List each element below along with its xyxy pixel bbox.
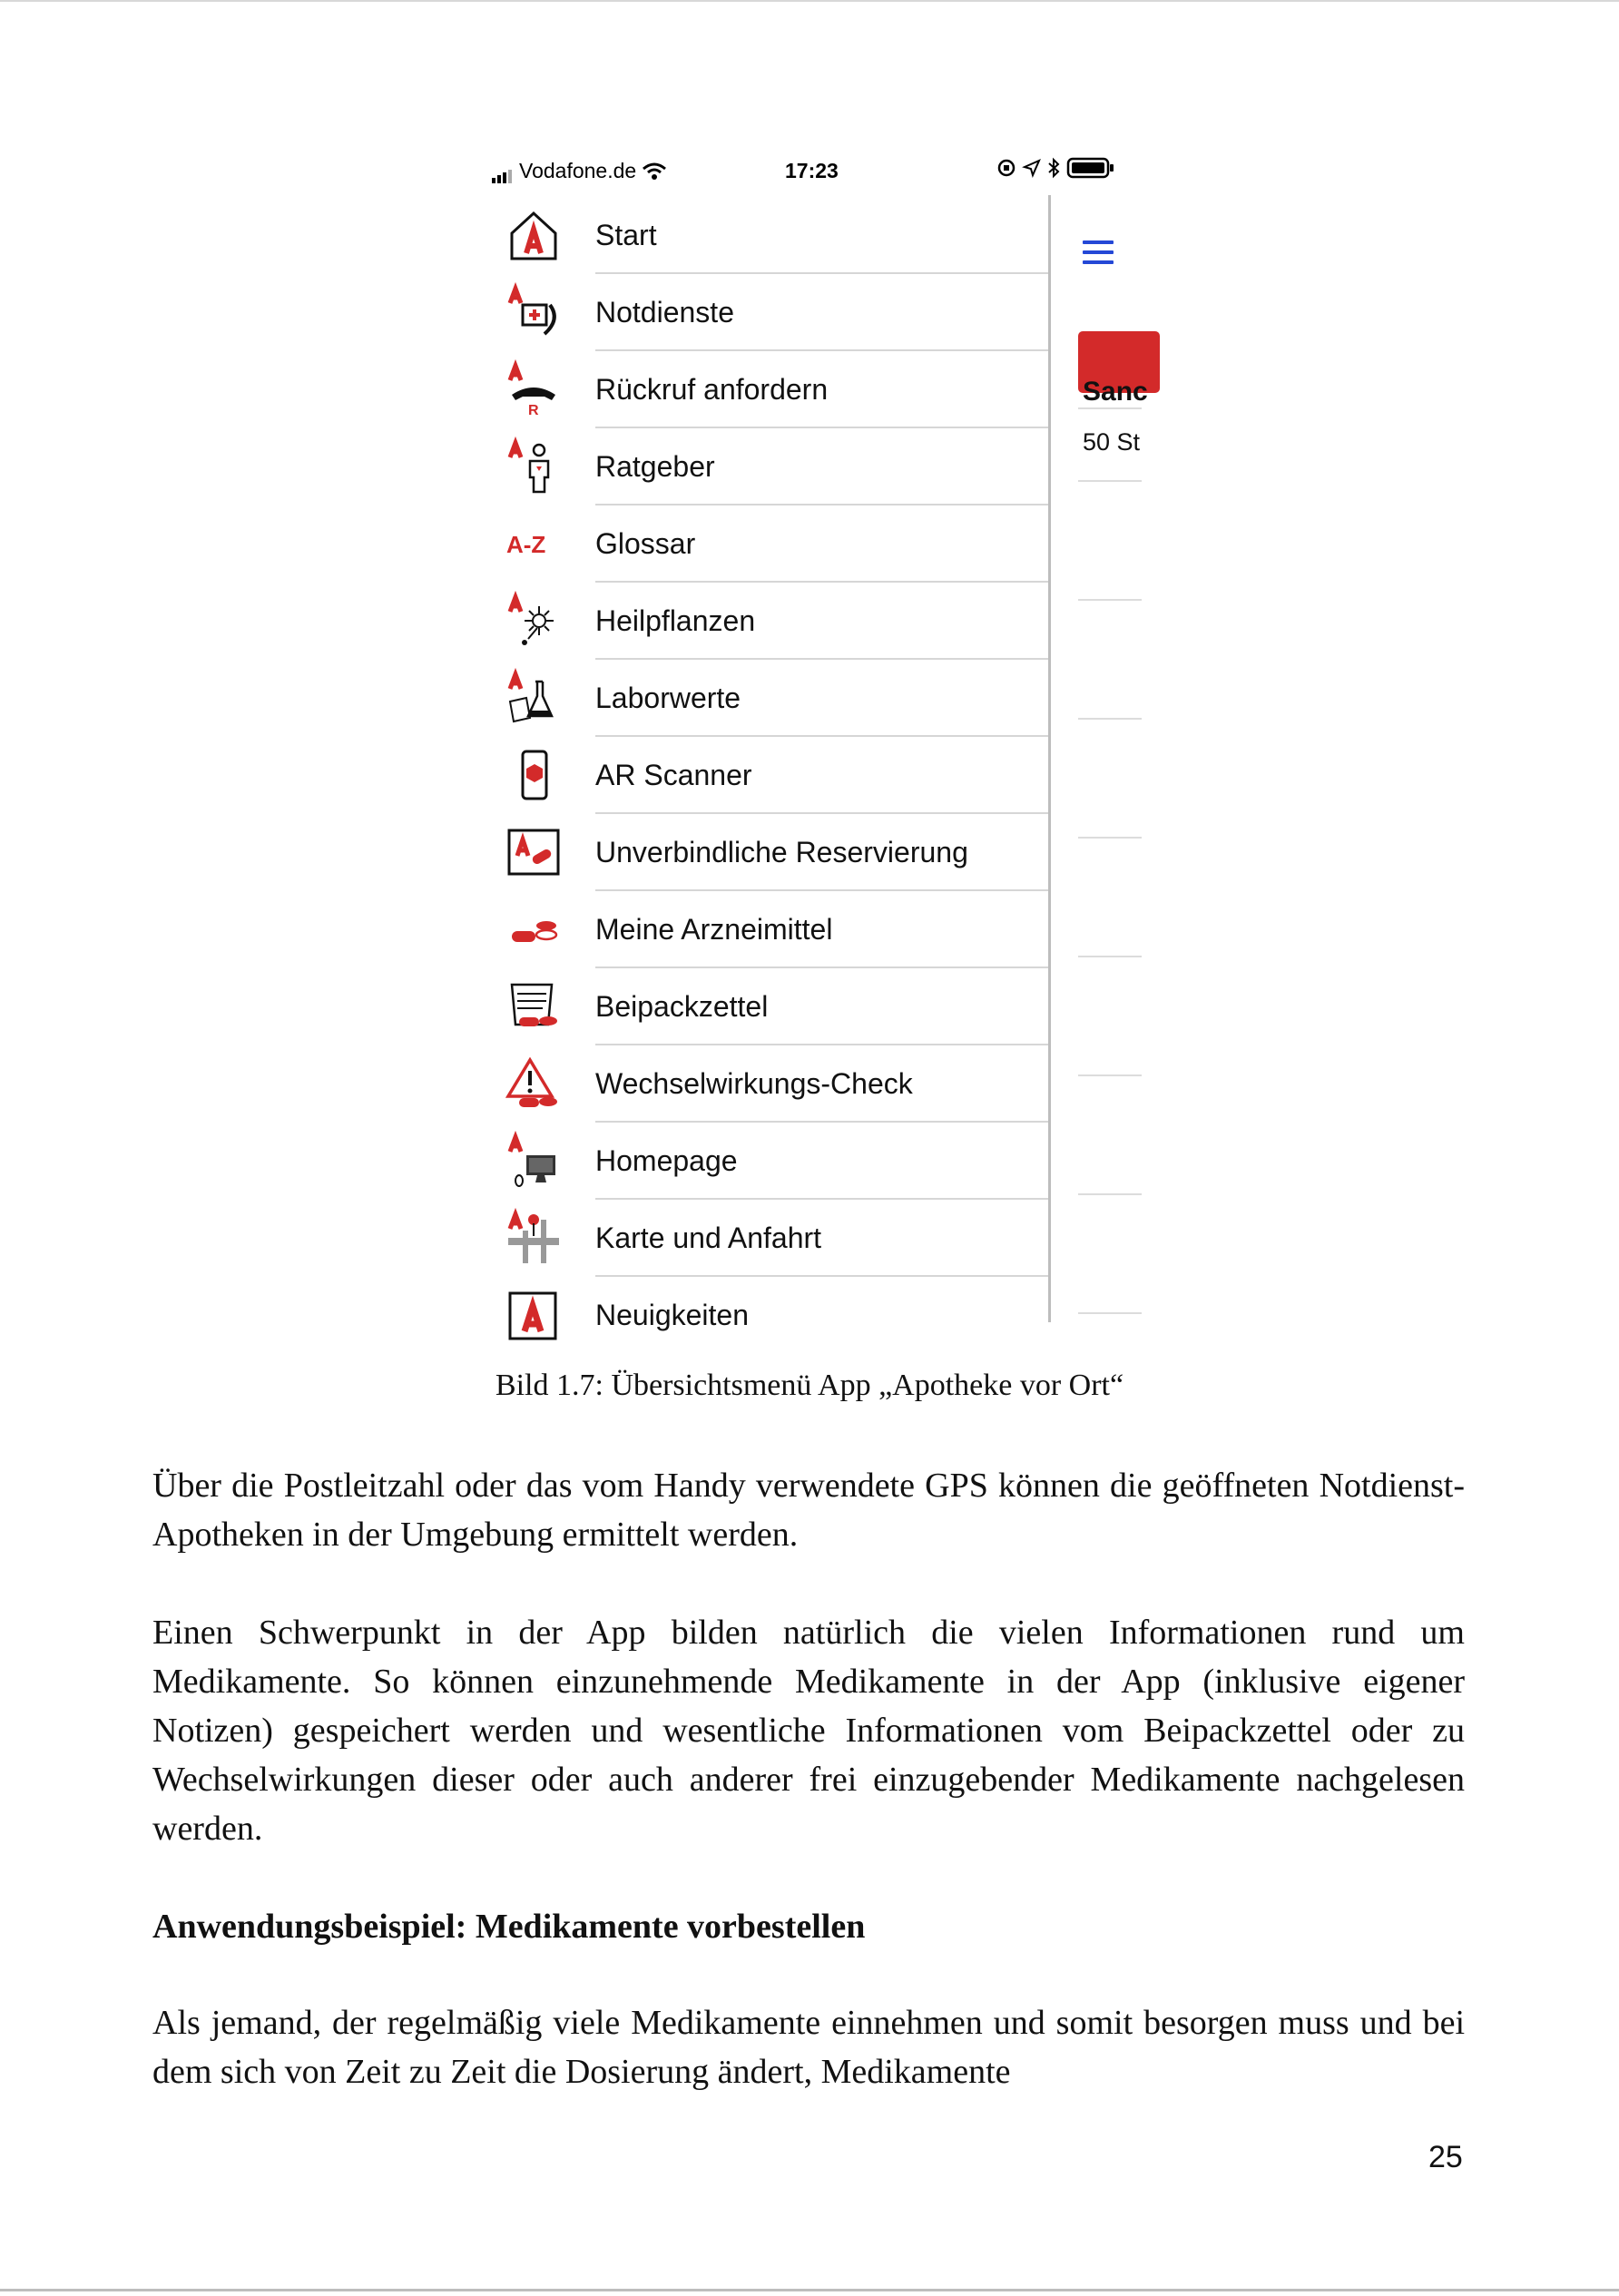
page-top-border [0,0,1619,2]
bluetooth-icon [1047,158,1060,178]
paragraph: Einen Schwerpunkt in der App bilden natürlich die vielen Informationen rund um Medikamente. So können einzunehmende Medikamente in der App (inklusive eigener Notizen) gespeichert werden und wesentliche Informationen vom Beipackzettel oder zu Wechselwirkungen dieser oder auch anderer frei einzugebender Medikamente nachgelesen werden. [152,1614,1465,1848]
package-leaflet-icon [506,979,561,1034]
svg-text:A-Z: A-Z [506,531,546,558]
menu-item-start[interactable] [481,197,1048,274]
callback-phone-icon [506,362,561,417]
page-bottom-border [0,2289,1619,2291]
rotation-lock-icon [996,158,1016,178]
menu-label: Beipackzettel [595,990,769,1023]
menu-item-beipackzettel[interactable] [481,968,1048,1045]
wifi-icon [642,162,667,181]
panel-divider [1078,956,1142,957]
menu-label: Meine Arzneimittel [595,913,833,946]
menu-label: Unverbindliche Reservierung [595,836,968,868]
location-icon [1024,160,1040,176]
panel-divider [1078,718,1142,720]
menu-item-reservierung[interactable] [481,814,1048,891]
menu-label: AR Scanner [595,759,752,791]
lab-flask-icon [506,671,561,725]
ar-scanner-phone-icon [506,748,561,802]
panel-divider [1078,480,1142,482]
menu-item-glossar[interactable] [481,505,1048,583]
menu-label: Rückruf anfordern [595,373,829,406]
figure-caption: Bild 1.7: Übersichtsmenü App „Apotheke vor Ort“ [495,1369,1124,1402]
menu-label: Wechselwirkungs-Check [595,1067,913,1100]
paragraph: Über die Postleitzahl oder das vom Handy verwendete GPS können die geöffneten Notdienst-Apotheken in der Umgebung ermittelt werden. [152,1467,1465,1554]
menu-item-wechselwirkungs-check[interactable] [481,1045,1048,1123]
menu-item-heilpflanzen[interactable] [481,583,1048,660]
panel-divider [1078,837,1142,839]
panel-divider [1078,1193,1142,1195]
menu-label: Neuigkeiten [595,1299,749,1331]
menu-label: Heilpflanzen [595,604,756,637]
news-pharmacy-icon [506,1288,561,1342]
emergency-phone-icon [506,285,561,339]
paragraph: Als jemand, der regelmäßig viele Medikamente einnehmen und somit besorgen muss und bei dem sich von Zeit zu Zeit die Dosierung ändert, Medikamente [152,2004,1465,2091]
hamburger-menu-icon[interactable] [1083,240,1114,270]
advisor-person-icon [506,439,561,494]
panel-divider [1078,1074,1142,1076]
menu-label: Ratgeber [595,450,715,483]
menu-item-notdienste[interactable] [481,274,1048,351]
battery-icon [1067,157,1114,179]
menu-label: Homepage [595,1144,738,1177]
carrier-label: Vodafone.de [519,159,637,182]
pharmacy-house-icon [506,208,561,262]
menu-item-neuigkeiten[interactable] [481,1277,1048,1354]
signal-icon [492,159,514,183]
panel-divider [1078,407,1142,409]
panel-item-subtitle: 50 St [1083,428,1141,456]
svg-text:R: R [528,403,539,418]
panel-divider [1078,1312,1142,1314]
status-time: 17:23 [785,159,839,182]
menu-label: Start [595,219,657,251]
menu-item-karte[interactable] [481,1200,1048,1277]
reservation-prescription-icon [506,825,561,879]
phone-screenshot [481,150,1148,1331]
map-pin-road-icon [506,1211,561,1265]
menu-item-ar-scanner[interactable] [481,737,1048,814]
status-bar [481,150,1139,197]
status-icons [996,157,1114,179]
menu-item-laborwerte[interactable] [481,660,1048,737]
menu-item-rueckruf[interactable] [481,351,1048,428]
herb-flower-icon [506,594,561,648]
menu-item-arzneimittel[interactable] [481,891,1048,968]
menu-label: Laborwerte [595,682,741,714]
interaction-warning-icon [506,1056,561,1111]
computer-monitor-icon [506,1133,561,1188]
panel-item-title: Sanc [1083,377,1148,407]
a-z-glossary-icon [506,516,561,571]
side-menu [481,197,1048,1354]
section-heading: Anwendungsbeispiel: Medikamente vorbestellen [152,1908,866,1946]
menu-item-homepage[interactable] [481,1123,1048,1200]
menu-label: Karte und Anfahrt [595,1222,822,1254]
page-number: 25 [1428,2140,1463,2174]
pills-icon [506,902,561,957]
menu-item-ratgeber[interactable] [481,428,1048,505]
main-panel-peek [1051,197,1148,1322]
panel-divider [1078,599,1142,601]
menu-label: Notdienste [595,296,734,329]
carrier [492,159,667,183]
menu-label: Glossar [595,527,696,560]
